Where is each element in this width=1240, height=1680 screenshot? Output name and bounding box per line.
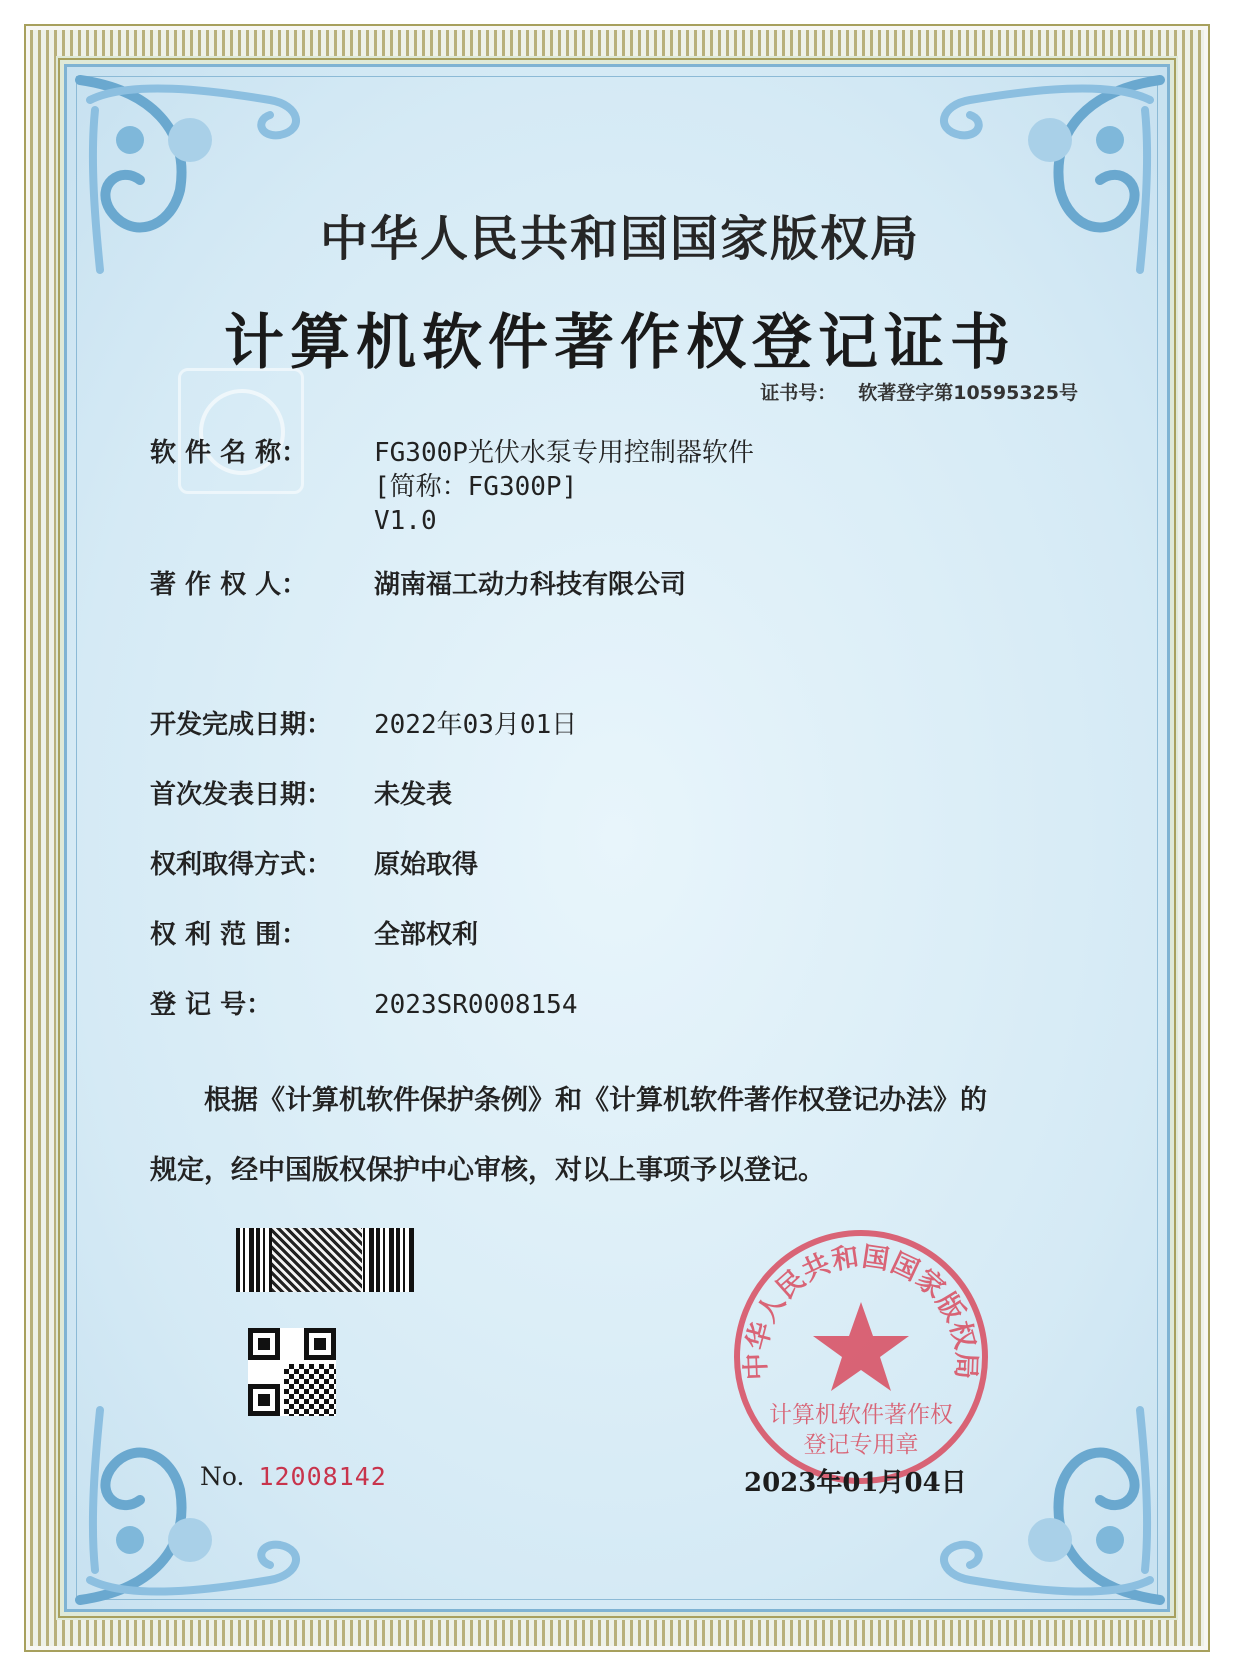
registration-number-value: 2023SR0008154 bbox=[374, 990, 578, 1020]
seal-line-2: 登记专用章 bbox=[803, 1432, 919, 1458]
issue-date: 2023年01月04日 bbox=[744, 1468, 967, 1498]
official-seal-icon bbox=[730, 1226, 992, 1488]
serial-number-value: 12008142 bbox=[258, 1462, 387, 1491]
acquisition-method-label: 权利取得方式： bbox=[150, 850, 333, 880]
first-publication-value: 未发表 bbox=[374, 780, 453, 810]
statement-line-1: 根据《计算机软件保护条例》和《计算机软件著作权登记办法》的 bbox=[204, 1085, 987, 1116]
serial-number bbox=[200, 1462, 387, 1491]
software-name-value bbox=[374, 436, 1134, 538]
qr-code-icon bbox=[248, 1328, 336, 1416]
software-name-label: 软 件 名 称： bbox=[150, 438, 308, 468]
watermark-emblem-icon bbox=[178, 368, 304, 494]
copyright-owner-label: 著 作 权 人： bbox=[150, 570, 308, 600]
development-date-value: 2022年03月01日 bbox=[374, 710, 578, 740]
issuing-authority: 中华人民共和国国家版权局 bbox=[319, 211, 920, 267]
barcode-icon bbox=[236, 1228, 414, 1292]
certificate-number bbox=[760, 378, 1078, 405]
certificate-title: 计算机软件著作权登记证书 bbox=[224, 308, 1016, 378]
serial-prefix: No. bbox=[200, 1462, 245, 1491]
seal-ring-text: 中华人民共和国国家版权局 bbox=[740, 1241, 982, 1381]
corner-ornament-icon bbox=[70, 1390, 310, 1610]
copyright-owner-value: 湖南福工动力科技有限公司 bbox=[374, 570, 687, 600]
certificate-number-value: 软著登字第10595325号 bbox=[858, 382, 1078, 404]
seal-line-1: 计算机软件著作权 bbox=[769, 1402, 953, 1428]
software-version-line: V1.0 bbox=[374, 506, 437, 536]
acquisition-method-value: 原始取得 bbox=[374, 850, 479, 880]
software-short-name-line: [简称：FG300P] bbox=[374, 472, 578, 502]
software-name-line: FG300P光伏水泵专用控制器软件 bbox=[374, 438, 754, 468]
rights-scope-label: 权 利 范 围： bbox=[150, 920, 308, 950]
registration-number-label: 登 记 号： bbox=[150, 990, 273, 1020]
certificate-number-label: 证书号： bbox=[760, 382, 837, 404]
rights-scope-value: 全部权利 bbox=[374, 920, 479, 950]
statement-line-2: 规定，经中国版权保护中心审核，对以上事项予以登记。 bbox=[150, 1155, 825, 1186]
development-date-label: 开发完成日期： bbox=[150, 710, 333, 740]
first-publication-label: 首次发表日期： bbox=[150, 780, 333, 810]
